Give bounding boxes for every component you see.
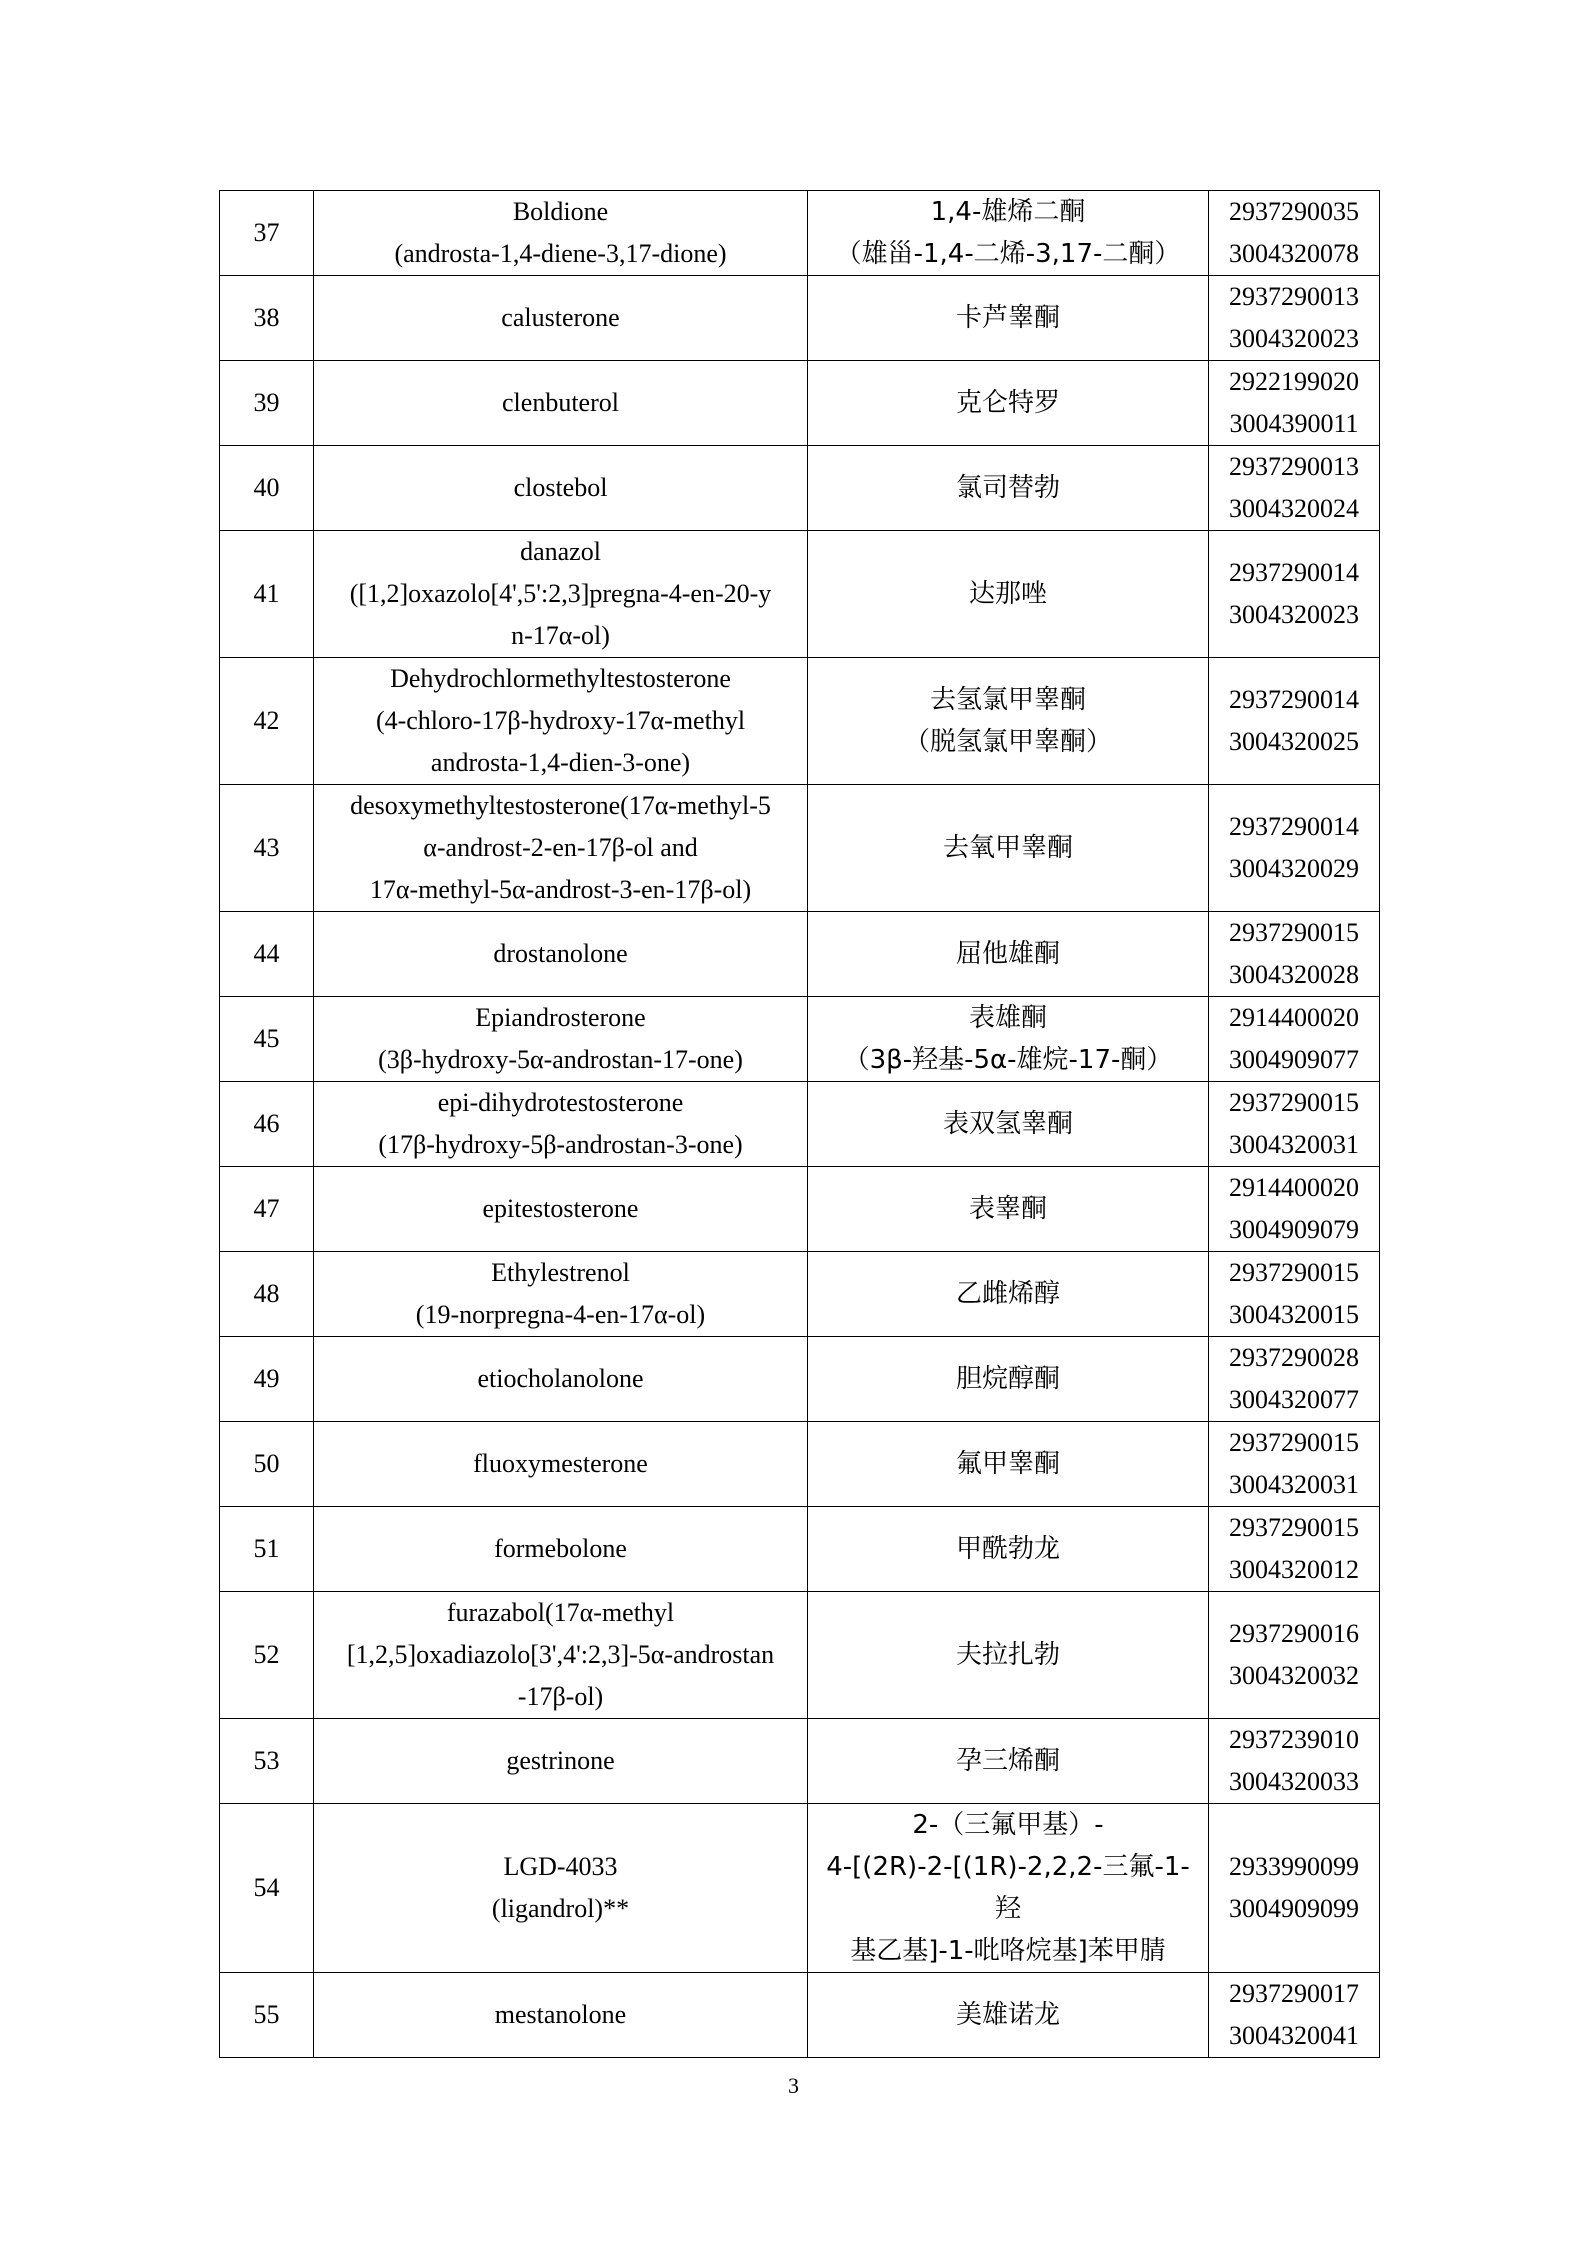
substance-name-line: calusterone [501,303,620,332]
substance-name-line: LGD-4033 [503,1852,618,1881]
chinese-name-line: 氟甲睾酮 [955,1449,1060,1479]
hs-code [1209,1973,1380,2058]
chinese-name-line: 4-[(2R)-2-[(1R)-2,2,2-三氟-1-羟 [826,1852,1190,1924]
row-number: 54 [220,1804,314,1973]
hs-code-line: 3004390011 [1229,409,1359,438]
hs-code [1209,1337,1380,1422]
substance-name-line: (ligandrol)** [491,1894,630,1923]
row-number: 38 [220,276,314,361]
hs-code [1209,658,1380,785]
table-row [220,658,1380,785]
substance-name-line: furazabol(17α-methyl [446,1598,675,1627]
table-row [220,361,1380,446]
document-page [219,190,1379,2058]
hs-code-line: 3004320078 [1229,239,1359,268]
substance-name-line: (androsta-1,4-diene-3,17-dione) [394,239,727,268]
chinese-name [808,1167,1209,1252]
row-number: 44 [220,912,314,997]
hs-code-line: 2937290014 [1229,685,1359,714]
table-row [220,1507,1380,1592]
chinese-name-line: 夫拉扎勃 [955,1640,1060,1670]
table-row [220,1804,1380,1973]
substance-name-line: α-androst-2-en-17β-ol and [423,833,698,862]
chinese-name-line: 去氢氯甲睾酮 [929,685,1086,715]
substance-name [314,1719,808,1804]
substance-name [314,531,808,658]
hs-code [1209,997,1380,1082]
chinese-name-line: 基乙基]-1-吡咯烷基]苯甲腈 [850,1936,1166,1966]
table-row [220,446,1380,531]
row-number: 50 [220,1422,314,1507]
chinese-name-line: 克仑特罗 [955,388,1060,418]
substance-name [314,276,808,361]
chinese-name-line: 孕三烯酮 [955,1746,1060,1776]
chinese-name [808,912,1209,997]
substance-name-line: 17α-methyl-5α-androst-3-en-17β-ol) [369,875,752,904]
chinese-name [808,446,1209,531]
hs-code-line: 2937290014 [1229,812,1359,841]
row-number: 39 [220,361,314,446]
table-row [220,276,1380,361]
hs-code-line: 2933990099 [1229,1852,1359,1881]
substance-name [314,1167,808,1252]
hs-code [1209,912,1380,997]
hs-code-line: 3004320029 [1229,854,1359,883]
hs-code [1209,1592,1380,1719]
hs-code-line: 2914400020 [1229,1173,1359,1202]
hs-code [1209,531,1380,658]
chinese-name-line: 屈他雄酮 [955,939,1060,969]
hs-code-line: 3004909077 [1229,1045,1359,1074]
substance-name [314,1082,808,1167]
hs-code-line: 3004320031 [1229,1470,1359,1499]
page-number: 3 [788,2073,799,2098]
hs-code-line: 2937290013 [1229,452,1359,481]
substance-name [314,1973,808,2058]
hs-code [1209,446,1380,531]
row-number: 37 [220,191,314,276]
hs-code [1209,1252,1380,1337]
substance-name [314,1422,808,1507]
substance-table [219,190,1380,2058]
substance-name-line: clostebol [513,473,608,502]
chinese-name [808,1592,1209,1719]
row-number: 51 [220,1507,314,1592]
substance-name [314,1337,808,1422]
hs-code-line: 2937290015 [1229,1258,1359,1287]
hs-code [1209,1167,1380,1252]
hs-code [1209,1719,1380,1804]
substance-name-line: epi-dihydrotestosterone [437,1088,684,1117]
hs-code [1209,1422,1380,1507]
hs-code-line: 2922199020 [1229,367,1359,396]
hs-code-line: 3004320032 [1229,1661,1359,1690]
chinese-name [808,1804,1209,1973]
hs-code-line: 3004320015 [1229,1300,1359,1329]
hs-code-line: 2937239010 [1229,1725,1359,1754]
substance-name-line: mestanolone [494,2000,627,2029]
hs-code-line: 2937290014 [1229,558,1359,587]
row-number: 43 [220,785,314,912]
substance-name-line: (4-chloro-17β-hydroxy-17α-methyl [375,706,746,735]
hs-code-line: 3004909099 [1229,1894,1359,1923]
substance-name [314,1592,808,1719]
chinese-name [808,997,1209,1082]
chinese-name [808,1337,1209,1422]
row-number: 48 [220,1252,314,1337]
substance-name-line: epitestosterone [482,1194,639,1223]
substance-name-line: desoxymethyltestosterone(17α-methyl-5 [350,791,771,820]
hs-code-line: 3004320077 [1229,1385,1359,1414]
chinese-name-line: 胆烷醇酮 [955,1364,1060,1394]
row-number: 52 [220,1592,314,1719]
substance-name-line: ([1,2]oxazolo[4',5':2,3]pregna-4-en-20-y [349,579,772,608]
hs-code-line: 3004320033 [1229,1767,1359,1796]
chinese-name-line: 氯司替勃 [955,473,1060,503]
hs-code-line: 3004320012 [1229,1555,1359,1584]
row-number: 49 [220,1337,314,1422]
substance-name-line: (3β-hydroxy-5α-androstan-17-one) [378,1045,743,1074]
chinese-name [808,361,1209,446]
substance-name-line: etiocholanolone [477,1364,644,1393]
chinese-name [808,658,1209,785]
substance-name-line: Epiandrosterone [475,1003,646,1032]
hs-code [1209,1804,1380,1973]
hs-code-line: 3004320025 [1229,727,1359,756]
hs-code-line: 2937290015 [1229,918,1359,947]
substance-name-line: (19-norpregna-4-en-17α-ol) [415,1300,706,1329]
hs-code-line: 2937290013 [1229,282,1359,311]
row-number: 55 [220,1973,314,2058]
substance-name [314,361,808,446]
hs-code [1209,361,1380,446]
hs-code-line: 3004320024 [1229,494,1359,523]
chinese-name-line: 1,4-雄烯二酮 [930,197,1086,227]
hs-code [1209,191,1380,276]
row-number: 40 [220,446,314,531]
table-row [220,785,1380,912]
substance-name-line: Boldione [512,197,609,226]
substance-name-line: gestrinone [506,1746,615,1775]
hs-code-line: 3004320023 [1229,600,1359,629]
row-number: 47 [220,1167,314,1252]
table-row [220,191,1380,276]
table-row [220,1252,1380,1337]
substance-name-line: Ethylestrenol [491,1258,630,1287]
chinese-name [808,191,1209,276]
row-number: 41 [220,531,314,658]
hs-code-line: 3004320031 [1229,1130,1359,1159]
substance-name-line: fluoxymesterone [473,1449,648,1478]
substance-name-line: -17β-ol) [517,1682,604,1711]
chinese-name-line: 甲酰勃龙 [955,1534,1060,1564]
row-number: 42 [220,658,314,785]
substance-name [314,191,808,276]
hs-code-line: 2937290015 [1229,1088,1359,1117]
chinese-name [808,785,1209,912]
hs-code [1209,1507,1380,1592]
table-row [220,1973,1380,2058]
chinese-name-line: 去氧甲睾酮 [942,833,1073,863]
chinese-name-line: 达那唑 [968,579,1047,609]
row-number: 46 [220,1082,314,1167]
table-row [220,997,1380,1082]
substance-name-line: clenbuterol [502,388,619,417]
substance-name [314,997,808,1082]
substance-name-line: drostanolone [493,939,628,968]
chinese-name-line: 表雄酮 [968,1003,1047,1033]
substance-name-line: [1,2,5]oxadiazolo[3',4':2,3]-5α-androstan [346,1640,775,1669]
chinese-name-line: 表双氢睾酮 [942,1109,1073,1139]
chinese-name-line: （雄甾-1,4-二烯-3,17-二酮） [835,239,1181,269]
hs-code-line: 3004320023 [1229,324,1359,353]
chinese-name [808,1422,1209,1507]
chinese-name-line: （3β-羟基-5α-雄烷-17-酮） [843,1045,1173,1075]
hs-code-line: 2937290035 [1229,197,1359,226]
table-row [220,1337,1380,1422]
chinese-name [808,1252,1209,1337]
table-row [220,531,1380,658]
hs-code-line: 2937290015 [1229,1513,1359,1542]
hs-code-line: 2914400020 [1229,1003,1359,1032]
row-number: 45 [220,997,314,1082]
chinese-name [808,276,1209,361]
substance-name [314,1252,808,1337]
hs-code [1209,785,1380,912]
table-row [220,1082,1380,1167]
chinese-name-line: 卡芦睾酮 [955,303,1060,333]
hs-code-line: 3004320028 [1229,960,1359,989]
hs-code-line: 2937290028 [1229,1343,1359,1372]
row-number: 53 [220,1719,314,1804]
substance-name [314,785,808,912]
substance-name [314,446,808,531]
hs-code-line: 2937290016 [1229,1619,1359,1648]
hs-code [1209,276,1380,361]
chinese-name-line: 美雄诺龙 [955,2000,1060,2030]
substance-name [314,912,808,997]
chinese-name-line: 表睾酮 [968,1194,1047,1224]
chinese-name-line: （脱氢氯甲睾酮） [903,727,1112,757]
chinese-name [808,1719,1209,1804]
chinese-name [808,1082,1209,1167]
table-row [220,1167,1380,1252]
table-row [220,1719,1380,1804]
hs-code-line: 2937290017 [1229,1979,1359,2008]
substance-name-line: n-17α-ol) [511,621,610,650]
table-row [220,912,1380,997]
hs-code-line: 3004320041 [1229,2021,1359,2050]
hs-code-line: 2937290015 [1229,1428,1359,1457]
chinese-name [808,1973,1209,2058]
substance-name-line: danazol [520,537,601,566]
chinese-name-line: 2-（三氟甲基）- [912,1810,1104,1840]
hs-code-line: 3004909079 [1229,1215,1359,1244]
substance-name [314,1804,808,1973]
hs-code [1209,1082,1380,1167]
table-body [220,191,1380,2058]
chinese-name [808,531,1209,658]
substance-name-line: androsta-1,4-dien-3-one) [430,748,691,777]
table-row [220,1592,1380,1719]
substance-name-line: (17β-hydroxy-5β-androstan-3-one) [378,1130,743,1159]
substance-name-line: formebolone [494,1534,627,1563]
substance-name [314,1507,808,1592]
chinese-name-line: 乙雌烯醇 [955,1279,1060,1309]
table-row [220,1422,1380,1507]
chinese-name [808,1507,1209,1592]
substance-name [314,658,808,785]
substance-name-line: Dehydrochlormethyltestosterone [390,664,731,693]
